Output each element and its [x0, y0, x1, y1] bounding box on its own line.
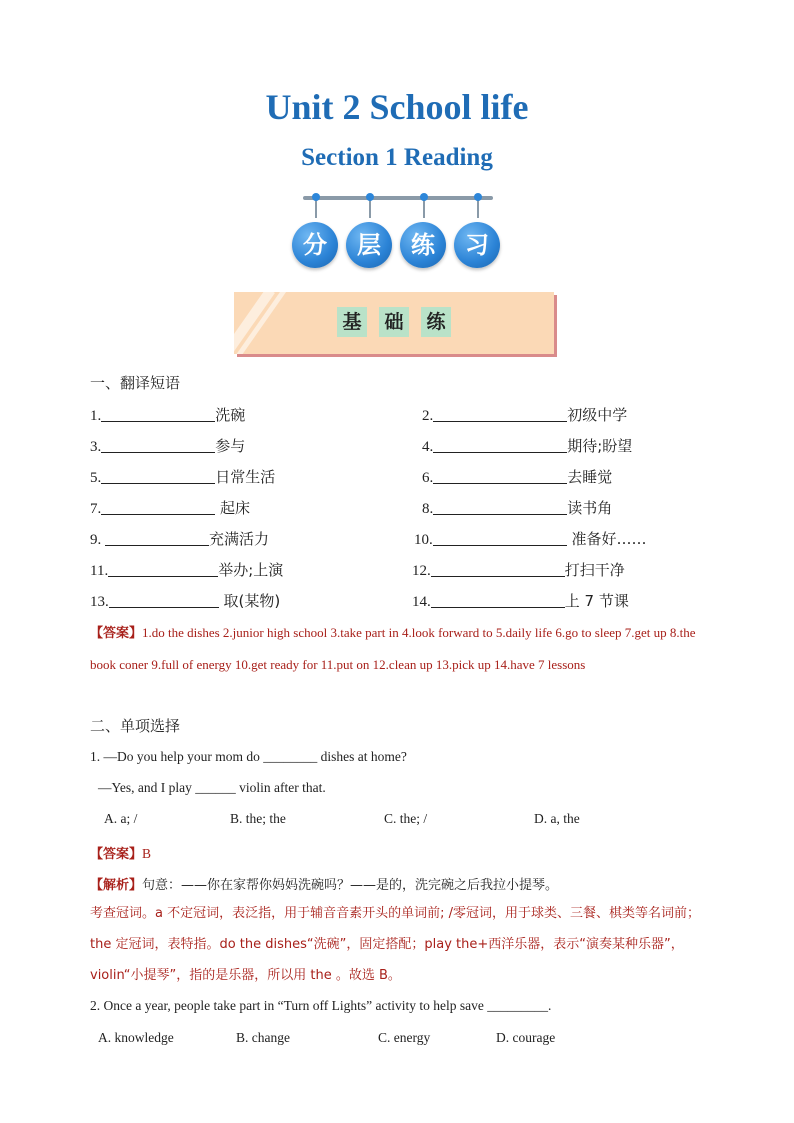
section-heading-translate: 一、翻译短语: [90, 374, 181, 392]
phrase-item: 3. 参与: [90, 437, 246, 455]
banner-char-chu: 础: [379, 307, 409, 337]
answer-letter: B: [142, 846, 152, 861]
option-b: B. change: [236, 1030, 290, 1045]
phrase-item: 12. 打扫干净: [412, 561, 625, 579]
phrase-item: 6. 去睡觉: [422, 468, 613, 486]
option-c: C. energy: [378, 1030, 431, 1045]
badge-pin: [369, 196, 371, 218]
phrase-item: 14. 上 7 节课: [412, 592, 629, 610]
page-title: Unit 2 School life: [265, 87, 529, 127]
phrase-item: 4. 期待;盼望: [422, 437, 633, 455]
answer-tag: 【答案】: [90, 847, 143, 862]
phrase-item: 5. 日常生活: [90, 468, 276, 486]
badge-pin: [423, 196, 425, 218]
phrase-item: 11. 举办;上演: [90, 561, 284, 579]
option-a: A. a; /: [104, 811, 138, 826]
analysis-tag: 【解析】: [90, 878, 143, 893]
question-1-explanation: 考查冠词。a 不定冠词，表泛指，用于辅音音素开头的单词前; /零冠词，用于球类、三餐、棋类等名词前；the 定冠词，表特指。do the dishes“洗碗”，固定搭配；play the+西洋乐器，表示“演奏某种乐器”，violin“小提琴”，指的是乐器，所以用 the 。故选 B。: [90, 906, 700, 983]
badge-lian: 练: [400, 222, 446, 268]
basic-practice-banner: [234, 292, 554, 354]
phrase-item: 8. 读书角: [422, 499, 613, 517]
phrase-item: 9. 充满活力: [90, 530, 270, 548]
badge-fen: 分: [292, 222, 338, 268]
banner-char-ji: 基: [337, 307, 367, 337]
phrase-item: 13. 取(某物): [90, 592, 281, 610]
phrase-item: 10. 准备好……: [414, 530, 647, 548]
phrase-item: 1. 洗碗: [90, 406, 246, 424]
option-b: B. the; the: [230, 811, 286, 826]
section-heading-choice: 二、单项选择: [90, 717, 181, 735]
analysis-meaning: 句意：——你在家帮你妈妈洗碗吗？——是的，洗完碗之后我拉小提琴。: [142, 878, 559, 893]
badge-hanger-bar: [303, 196, 493, 200]
option-d: D. courage: [496, 1030, 556, 1045]
phrase-item: 7. 起床: [90, 499, 251, 517]
question-1-answer: [90, 843, 151, 862]
badge-pin: [315, 196, 317, 218]
question-1-analysis-line: [90, 874, 558, 893]
option-a: A. knowledge: [98, 1030, 174, 1045]
question-1-line1: 1. —Do you help your mom do ________ dishes at home?: [90, 749, 407, 764]
option-c: C. the; /: [384, 811, 428, 826]
badge-ceng: 层: [346, 222, 392, 268]
option-d: D. a, the: [534, 811, 580, 826]
badge-xi: 习: [454, 222, 500, 268]
answer-tag: 【答案】: [90, 626, 143, 641]
section-subtitle: Section 1 Reading: [301, 144, 493, 171]
phrase-item: 2. 初级中学: [422, 406, 628, 424]
question-1-line2: —Yes, and I play ______ violin after that.: [98, 780, 326, 795]
badge-pin: [477, 196, 479, 218]
translation-answer: [90, 617, 710, 680]
banner-char-lian: 练: [421, 307, 451, 337]
answer-text: 1.do the dishes 2.junior high school 3.take part in 4.look forward to 5.daily life 6.go to sleep 7.get up 8.the book coner 9.full of energy 10.get ready for 11.put on 12.clean up 13.pick up 14.have 7 lessons: [90, 625, 696, 672]
question-2-line1: 2. Once a year, people take part in “Turn off Lights” activity to help save _________.: [90, 998, 552, 1013]
